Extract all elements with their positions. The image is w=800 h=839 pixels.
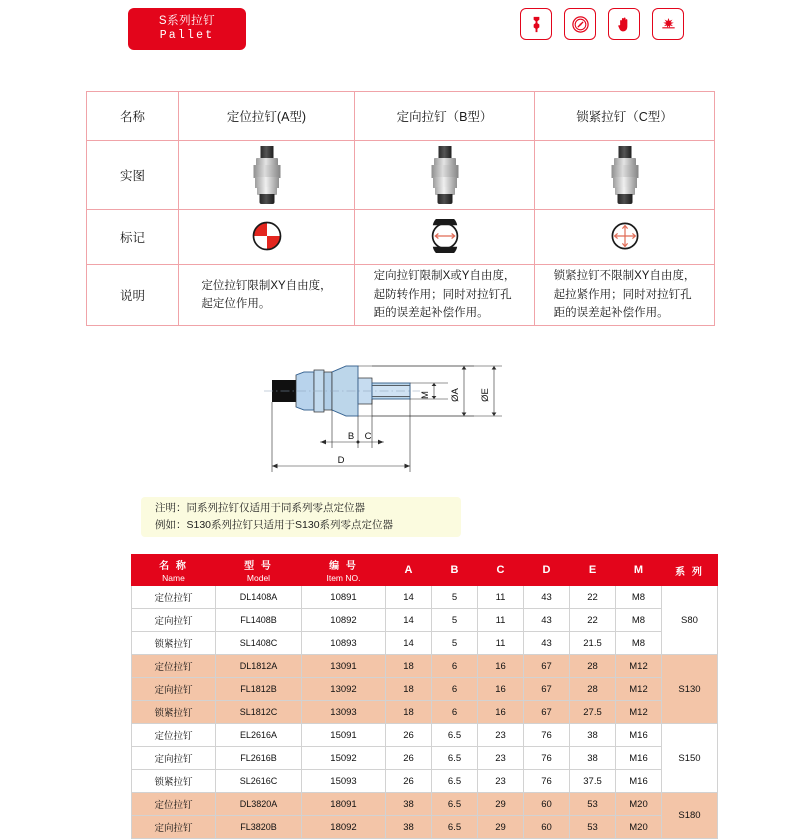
cross-arrow-icon [608,219,642,253]
mark-cell-b [355,210,535,265]
note-box [141,497,461,537]
cell-e: 37.5 [570,770,616,793]
cell-name: 定向拉钉 [132,747,216,770]
cell-m: M16 [616,724,662,747]
product-photo-a [179,141,355,210]
cell-model: FL3820B [216,816,302,839]
dim-label-m: M [420,391,431,399]
cell-item: 15093 [302,770,386,793]
spec-table-body [132,586,718,839]
table-row [132,609,718,632]
cell-item: 15091 [302,724,386,747]
cell-m: M20 [616,793,662,816]
cell-name: 锁紧拉钉 [132,701,216,724]
cell-m: M8 [616,609,662,632]
col-title-b: 定向拉钉（B型） [355,92,535,141]
cell-model: FL1812B [216,678,302,701]
desc-text-c: 锁紧拉钉不限制XY自由度， 起拉紧作用；同时对拉钉孔 距的误差起补偿作用。 [553,270,696,320]
cell-model: DL3820A [216,793,302,816]
col-title-c: 锁紧拉钉（C型） [535,92,715,141]
table-row [87,210,715,265]
cell-d: 60 [524,793,570,816]
cell-item: 10893 [302,632,386,655]
cell-model: EL2616A [216,724,302,747]
col-title-a: 定位拉钉(A型) [179,92,355,141]
cell-name: 定位拉钉 [132,655,216,678]
cell-item: 13092 [302,678,386,701]
page-header [0,0,800,60]
desc-cell-b [355,265,535,326]
desc-cell-a [179,265,355,326]
cell-m: M8 [616,586,662,609]
cell-d: 43 [524,609,570,632]
cell-a: 18 [386,701,432,724]
cell-model: DL1812A [216,655,302,678]
table-row [132,701,718,724]
cell-a: 14 [386,586,432,609]
desc-text-b: 定向拉钉限制X或Y自由度， 起防转作用；同时对拉钉孔 距的误差起补偿作用。 [373,270,516,320]
header-icon-row [520,8,684,40]
cell-name: 定位拉钉 [132,586,216,609]
cell-b: 6.5 [432,816,478,839]
cell-e: 27.5 [570,701,616,724]
product-photo-c [535,141,715,210]
cell-b: 6 [432,655,478,678]
cell-series: S180 [662,793,718,839]
cell-item: 18092 [302,816,386,839]
header-series: 系 列 [662,555,718,586]
cell-b: 5 [432,609,478,632]
cell-d: 76 [524,747,570,770]
cell-c: 16 [478,701,524,724]
cell-a: 38 [386,816,432,839]
cell-model: SL1812C [216,701,302,724]
table-row [132,655,718,678]
cell-b: 5 [432,632,478,655]
cell-m: M12 [616,701,662,724]
row-label-photo: 实图 [87,141,179,210]
cell-m: M16 [616,770,662,793]
cell-item: 13091 [302,655,386,678]
cell-b: 6.5 [432,793,478,816]
cell-name: 定位拉钉 [132,793,216,816]
cell-d: 76 [524,724,570,747]
table-row [132,793,718,816]
header-name: 名 称 Name [132,555,216,586]
cell-d: 43 [524,586,570,609]
cell-model: SL2616C [216,770,302,793]
table-row [87,265,715,326]
cell-e: 28 [570,678,616,701]
cell-item: 13093 [302,701,386,724]
cell-model: FL2616B [216,747,302,770]
cell-c: 29 [478,793,524,816]
row-label-desc: 说明 [87,265,179,326]
quadrant-target-icon [250,219,284,253]
cell-m: M20 [616,816,662,839]
header-a: A [386,555,432,586]
cell-c: 23 [478,770,524,793]
cell-series: S80 [662,586,718,655]
header-m: M [616,555,662,586]
cell-c: 23 [478,747,524,770]
cell-b: 6.5 [432,747,478,770]
cell-series: S130 [662,655,718,724]
fixture-icon[interactable] [652,8,684,40]
cell-b: 5 [432,586,478,609]
cell-a: 14 [386,609,432,632]
mark-cell-c [535,210,715,265]
note-line-2: 例如：S130系列拉钉只适用于S130系列零点定位器 [155,519,394,531]
product-photo-b [355,141,535,210]
title-badge-cn: S系列拉钉 [158,15,216,28]
title-badge [128,8,246,50]
cell-e: 53 [570,816,616,839]
cell-d: 67 [524,701,570,724]
cell-item: 18091 [302,793,386,816]
cell-d: 43 [524,632,570,655]
cell-e: 28 [570,655,616,678]
table-row [132,816,718,839]
cell-c: 29 [478,816,524,839]
cell-name: 锁紧拉钉 [132,770,216,793]
table-row [132,678,718,701]
cell-a: 26 [386,747,432,770]
mark-cell-a [179,210,355,265]
cell-item: 15092 [302,747,386,770]
cell-m: M16 [616,747,662,770]
hand-stop-icon[interactable] [608,8,640,40]
cell-a: 14 [386,632,432,655]
cell-c: 16 [478,655,524,678]
cell-m: M8 [616,632,662,655]
cell-m: M12 [616,655,662,678]
table-row [132,747,718,770]
cell-item: 10892 [302,609,386,632]
cell-a: 18 [386,678,432,701]
header-d: D [524,555,570,586]
table-row [132,724,718,747]
cell-e: 53 [570,793,616,816]
header-item-no: 编 号 Item NO. [302,555,386,586]
cell-c: 23 [478,724,524,747]
cell-e: 38 [570,724,616,747]
dim-label-a: ØA [450,388,461,402]
desc-text-a: 定位拉钉限制XY自由度， 起定位作用。 [201,279,332,310]
row-label-mark: 标记 [87,210,179,265]
cell-a: 18 [386,655,432,678]
table-row [132,632,718,655]
row-label-name: 名称 [87,92,179,141]
cell-a: 26 [386,724,432,747]
cell-series: S150 [662,724,718,793]
cell-m: M12 [616,678,662,701]
cell-model: SL1408C [216,632,302,655]
cell-e: 21.5 [570,632,616,655]
dim-label-d: D [337,455,345,466]
table-row [132,586,718,609]
cell-name: 定向拉钉 [132,816,216,839]
cell-a: 38 [386,793,432,816]
horizontal-arrow-icon [428,219,462,253]
cell-b: 6 [432,701,478,724]
desc-cell-c [535,265,715,326]
cell-model: DL1408A [216,586,302,609]
cell-c: 16 [478,678,524,701]
dim-label-b: B [347,431,355,442]
clamp-icon[interactable] [520,8,552,40]
gauge-icon[interactable] [564,8,596,40]
cell-b: 6.5 [432,770,478,793]
cell-e: 22 [570,586,616,609]
cell-c: 11 [478,609,524,632]
header-c: C [478,555,524,586]
cell-d: 76 [524,770,570,793]
cell-model: FL1408B [216,609,302,632]
header-b: B [432,555,478,586]
table-row [87,141,715,210]
spec-header-row [132,555,718,586]
header-e: E [570,555,616,586]
cell-item: 10891 [302,586,386,609]
cell-c: 11 [478,586,524,609]
engineering-drawing [262,352,538,480]
cell-name: 定向拉钉 [132,609,216,632]
cell-d: 67 [524,655,570,678]
specification-table [131,554,718,839]
cell-d: 60 [524,816,570,839]
table-row [132,770,718,793]
cell-b: 6.5 [432,724,478,747]
comparison-table [86,91,715,326]
dim-label-c: C [364,431,372,442]
cell-e: 38 [570,747,616,770]
dim-label-e: ØE [480,388,491,402]
cell-d: 67 [524,678,570,701]
cell-b: 6 [432,678,478,701]
cell-name: 定向拉钉 [132,678,216,701]
cell-c: 11 [478,632,524,655]
table-row [87,92,715,141]
note-line-1: 注明：同系列拉钉仅适用于同系列零点定位器 [155,502,365,514]
header-model: 型 号 Model [216,555,302,586]
cell-name: 锁紧拉钉 [132,632,216,655]
cell-name: 定位拉钉 [132,724,216,747]
cell-e: 22 [570,609,616,632]
cell-a: 26 [386,770,432,793]
title-badge-en: Pallet [159,29,215,42]
